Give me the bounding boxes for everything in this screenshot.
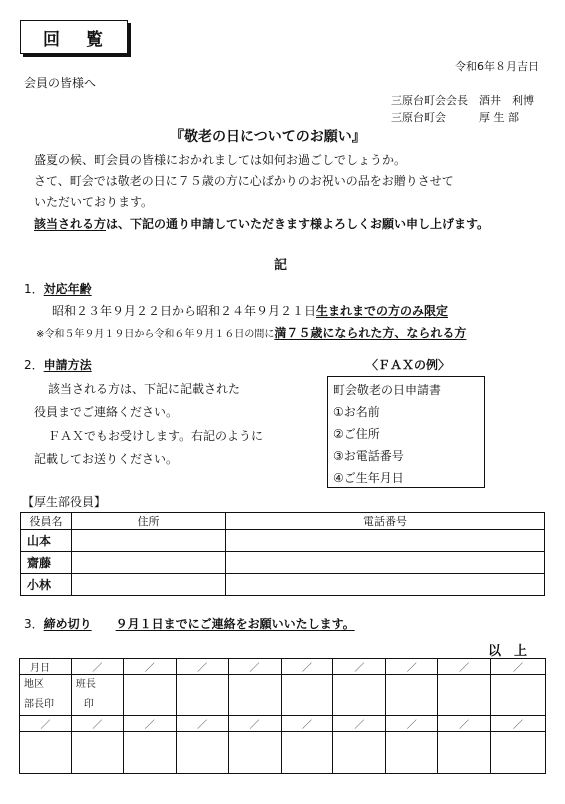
- seal-box: [438, 732, 491, 774]
- section-2-text-4: 記載してお送りください。: [34, 452, 179, 466]
- table-header-row: [21, 513, 545, 530]
- date-slash: ／: [228, 716, 281, 732]
- date-slash: ／: [176, 659, 228, 675]
- fax-example-line: ②ご住所: [333, 427, 380, 441]
- circulation-stamp: 回 覧: [20, 20, 128, 54]
- date-slash: ／: [71, 659, 123, 675]
- issue-date: 令和6年８月吉日: [455, 60, 539, 73]
- seal-box: [386, 675, 438, 716]
- label-area: 地区: [24, 679, 44, 690]
- section-3-title: 締め切り: [43, 617, 92, 631]
- sender-line-1: 三原台町会会長 酒井 利博: [391, 94, 534, 107]
- date-slash: ／: [123, 716, 176, 732]
- seal-box: [123, 732, 176, 774]
- fax-example-line: ①お名前: [333, 405, 380, 419]
- officer-phone: [226, 574, 545, 596]
- section-2-text-3: ＦＡＸでもお受けします。右記のように: [48, 429, 264, 443]
- officer-name: 山本: [21, 530, 72, 552]
- body-line-2: さて、町会では敬老の日に７５歳の方に心ばかりのお祝いの品をお贈りさせて: [34, 174, 454, 188]
- section-3-heading: [24, 615, 355, 632]
- seal-box: [176, 732, 228, 774]
- age-range: [52, 302, 448, 319]
- label-seal: 印: [83, 699, 94, 710]
- label-group-leader: 班長: [75, 679, 96, 690]
- seal-box: [438, 675, 491, 716]
- section-2-text-1: 該当される方は、下記に記載された: [48, 382, 241, 396]
- section-3-number: 3．: [24, 617, 44, 631]
- addressee: 会員の皆様へ: [24, 76, 97, 90]
- section-2-title: 申請方法: [43, 358, 92, 372]
- header-officer-name: 役員名: [21, 513, 72, 530]
- grid-row-seals: [20, 675, 546, 716]
- circulation-grid: [19, 658, 546, 774]
- age-range-limit: 生まれまでの方のみ限定: [316, 304, 449, 318]
- officer-address: [72, 552, 226, 574]
- request-sentence-rest: は、下記の通り申請していただきます様よろしくお願い申し上げます。: [106, 217, 490, 231]
- document-title: 『敬老の日についてのお願い』: [170, 129, 366, 145]
- seal-box: [71, 732, 123, 774]
- age-note: [36, 324, 466, 341]
- body-line-1: 盛夏の候、町会員の皆様におかれましては如何お過ごしでしょうか。: [34, 153, 407, 167]
- date-label: 月日: [20, 659, 72, 675]
- age-note-dates: ※令和５年９月１９日から令和６年９月１６日の間に: [36, 329, 275, 340]
- fax-example-box: [327, 376, 485, 488]
- date-slash: ／: [333, 716, 386, 732]
- seal-box: [491, 732, 546, 774]
- fax-example-line: 町会敬老の日申請書: [333, 383, 442, 397]
- sender-line-2: 三原台町会 厚 生 部: [391, 111, 519, 124]
- fax-example-line: ④ご生年月日: [333, 471, 404, 485]
- officer-name: 齋藤: [21, 552, 72, 574]
- date-slash: ／: [438, 716, 491, 732]
- section-2-text-2: 役員までご連絡ください。: [34, 405, 179, 419]
- date-slash: ／: [491, 659, 546, 675]
- seal-label-area: [20, 675, 72, 716]
- section-2-number: 2．: [24, 358, 44, 372]
- ki-heading: 記: [274, 258, 288, 273]
- seal-label-leader: [71, 675, 123, 716]
- officers-caption: 【厚生部役員】: [22, 495, 107, 509]
- date-slash: ／: [491, 716, 546, 732]
- section-1-heading: [24, 280, 92, 297]
- section-1-number: 1．: [24, 282, 44, 296]
- request-sentence: [34, 215, 489, 232]
- table-row: [21, 552, 545, 574]
- officer-phone: [226, 530, 545, 552]
- date-slash: ／: [123, 659, 176, 675]
- seal-box: [491, 675, 546, 716]
- officer-address: [72, 574, 226, 596]
- seal-box: [386, 732, 438, 774]
- date-slash: ／: [176, 716, 228, 732]
- table-row: [21, 574, 545, 596]
- label-dept-head: 部長印: [24, 699, 54, 710]
- seal-box: [123, 675, 176, 716]
- officer-phone: [226, 552, 545, 574]
- date-slash: ／: [333, 659, 386, 675]
- age-range-dates: 昭和２３年９月２２日から昭和２４年９月２１日: [52, 304, 317, 318]
- header-phone: 電話番号: [226, 513, 545, 530]
- date-slash: ／: [438, 659, 491, 675]
- date-slash: ／: [386, 659, 438, 675]
- grid-row-seals-2: [20, 732, 546, 774]
- seal-box: [228, 675, 281, 716]
- grid-row-dates: [20, 659, 546, 675]
- seal-box: [281, 732, 333, 774]
- date-slash: ／: [281, 716, 333, 732]
- section-2-heading: [24, 356, 92, 373]
- date-slash: ／: [20, 716, 72, 732]
- seal-box: [176, 675, 228, 716]
- seal-box: [228, 732, 281, 774]
- seal-box: [333, 675, 386, 716]
- body-line-3: いただいております。: [34, 195, 154, 209]
- officer-name: 小林: [21, 574, 72, 596]
- header-address: 住所: [72, 513, 226, 530]
- fax-example-line: ③お電話番号: [333, 449, 404, 463]
- deadline-text: ９月１日までにご連絡をお願いいたします。: [115, 617, 355, 631]
- age-note-bold: 満７５歳になられた方、なられる方: [274, 326, 467, 340]
- fax-example-caption: 〈ＦＡＸの例〉: [366, 358, 451, 372]
- seal-box: [333, 732, 386, 774]
- officers-table: [20, 512, 545, 596]
- section-1-title: 対応年齢: [43, 282, 92, 296]
- seal-box: [281, 675, 333, 716]
- date-slash: ／: [281, 659, 333, 675]
- request-sentence-underlined: 該当される方: [34, 217, 107, 231]
- date-slash: ／: [71, 716, 123, 732]
- closing-mark: 以 上: [488, 644, 528, 659]
- date-slash: ／: [386, 716, 438, 732]
- seal-box: [20, 732, 72, 774]
- table-row: [21, 530, 545, 552]
- date-slash: ／: [228, 659, 281, 675]
- officer-address: [72, 530, 226, 552]
- grid-row-dates-2: [20, 716, 546, 732]
